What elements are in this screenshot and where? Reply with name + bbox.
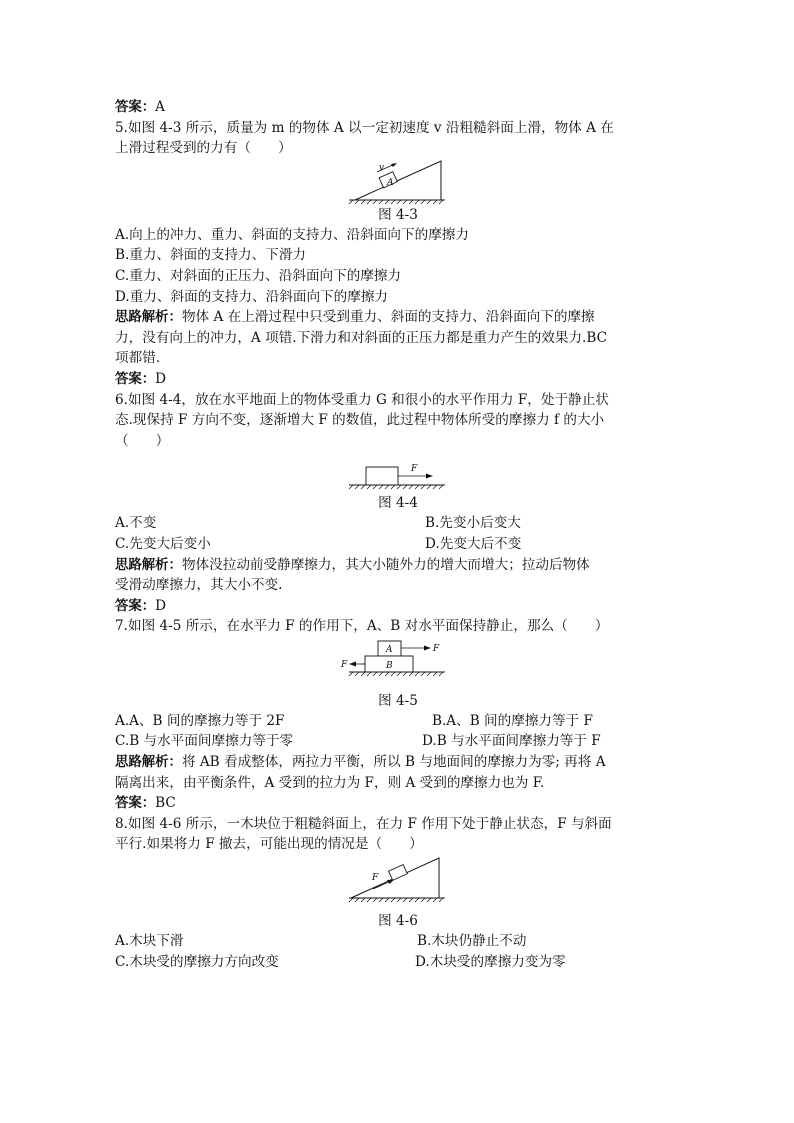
q7-analysis-line-2: 隔离出来，由平衡条件，A 受到的拉力为 F，则 A 受到的摩擦力也为 F. xyxy=(115,774,545,791)
q5-stem-line-2: 上滑过程受到的力有（ ） xyxy=(115,140,292,157)
document-page xyxy=(115,97,681,972)
q4-answer xyxy=(115,97,681,118)
block-a-label: A xyxy=(386,644,393,655)
q7-stem-line-1: 7.如图 4-5 所示，在水平力 F 的作用下，A、B 对水平面保持静止，那么（ ） xyxy=(115,618,609,635)
q8-stem-line-1: 8.如图 4-6 所示，一木块位于粗糙斜面上，在力 F 作用下处于静止状态，F 与斜面 xyxy=(115,815,612,832)
figure-4-4-caption: 图 4-4 xyxy=(378,495,418,512)
q5-option-b: B.重力、斜面的支持力、下滑力 xyxy=(115,247,307,264)
answer-value: BC xyxy=(155,795,176,812)
q5-analysis-line-1: 思路解析：物体 A 在上滑过程中只受到重力、斜面的支持力、沿斜面向下的摩擦 xyxy=(115,309,595,326)
q7-answer xyxy=(115,793,681,814)
q6-answer xyxy=(115,596,681,617)
q7-analysis-line-1: 思路解析：将 AB 看成整体，两拉力平衡，所以 B 与地面间的摩擦力为零; 再将 A xyxy=(115,754,606,771)
figure-4-5 xyxy=(115,637,681,691)
answer-label: 答案： xyxy=(115,371,156,387)
answer-value: D xyxy=(155,597,167,614)
q5-analysis-line-3: 项都错. xyxy=(115,350,161,367)
q8-option-b: B.木块仍静止不动 xyxy=(417,933,527,950)
figure-4-5-caption: 图 4-5 xyxy=(378,692,418,709)
q6-option-d: D.先变大后不变 xyxy=(425,535,522,552)
answer-label: 答案： xyxy=(115,100,156,115)
q8-option-d: D.木块受的摩擦力变为零 xyxy=(415,953,566,970)
q5-answer xyxy=(115,369,681,390)
q6-stem-line-1: 6.如图 4-4，放在水平地面上的物体受重力 G 和很小的水平作用力 F，处于静止状 xyxy=(115,391,609,408)
q5-option-a: A.向上的冲力、重力、斜面的支持力、沿斜面向下的摩擦力 xyxy=(115,226,469,243)
block-b-label: B xyxy=(386,660,393,671)
figure-4-3-caption: 图 4-3 xyxy=(378,206,418,223)
q6-analysis-line-2: 受滑动摩擦力，其大小不变. xyxy=(115,577,283,594)
force-f-label: F xyxy=(372,873,379,884)
force-f-right-label: F xyxy=(433,643,440,654)
q6-stem-line-2: 态.现保持 F 方向不变，逐渐增大 F 的数值，此过程中物体所受的摩擦力 f 的大小 xyxy=(115,412,605,429)
force-f-label: F xyxy=(411,464,418,475)
q7-options-row-1 xyxy=(115,711,681,732)
q8-option-c: C.木块受的摩擦力方向改变 xyxy=(115,953,279,970)
figure-4-6 xyxy=(115,855,681,911)
answer-label: 答案： xyxy=(115,598,156,614)
stacked-blocks-diagram xyxy=(115,637,681,691)
q7-option-a: A.A、B 间的摩擦力等于 2F xyxy=(115,712,285,729)
q8-stem-line-2: 平行.如果将力 F 撤去，可能出现的情况是（ ） xyxy=(115,836,423,853)
q6-option-a: A.不变 xyxy=(115,515,157,532)
q8-option-a: A.木块下滑 xyxy=(115,933,184,950)
force-f-left-label: F xyxy=(341,659,348,670)
figure-4-3 xyxy=(115,159,681,205)
q5-option-c: C.重力、对斜面的正压力、沿斜面向下的摩擦力 xyxy=(115,267,402,284)
analysis-label: 思路解析： xyxy=(115,557,182,573)
velocity-label: v xyxy=(379,162,385,173)
q6-option-c: C.先变大后变小 xyxy=(115,535,211,552)
block-on-floor-diagram xyxy=(115,451,681,493)
q6-options-row-2 xyxy=(115,534,681,555)
q6-option-b: B.先变小后变大 xyxy=(425,515,521,532)
q7-options-row-2 xyxy=(115,731,681,752)
figure-4-4 xyxy=(115,451,681,493)
answer-value: D xyxy=(155,370,167,387)
q5-option-d: D.重力、斜面的支持力、沿斜面向下的摩擦力 xyxy=(115,288,389,305)
q7-option-d: D.B 与水平面间摩擦力等于 F xyxy=(422,733,601,750)
q6-stem-line-3: （ ） xyxy=(115,432,170,449)
figure-4-6-caption: 图 4-6 xyxy=(378,913,418,930)
block-on-incline-diagram xyxy=(115,855,681,911)
q7-option-b: B.A、B 间的摩擦力等于 F xyxy=(432,712,593,729)
q8-options-row-1 xyxy=(115,931,681,952)
q8-options-row-2 xyxy=(115,952,681,973)
q6-analysis-line-1: 思路解析：物体没拉动前受静摩擦力，其大小随外力的增大而增大；拉动后物体 xyxy=(115,556,590,573)
answer-label: 答案： xyxy=(115,796,156,812)
q6-options-row-1 xyxy=(115,513,681,534)
q5-analysis-line-2: 力，没有向上的冲力，A 项错.下滑力和对斜面的正压力都是重力产生的效果力.BC xyxy=(115,329,608,346)
analysis-label: 思路解析： xyxy=(115,755,182,771)
q7-option-c: C.B 与水平面间摩擦力等于零 xyxy=(115,733,294,750)
block-a-label: A xyxy=(387,177,394,188)
q5-stem-line-1: 5.如图 4-3 所示，质量为 m 的物体 A 以一定初速度 v 沿粗糙斜面上滑，物体 A 在 xyxy=(115,119,614,136)
analysis-label: 思路解析： xyxy=(115,310,182,326)
answer-value: A xyxy=(155,99,165,115)
